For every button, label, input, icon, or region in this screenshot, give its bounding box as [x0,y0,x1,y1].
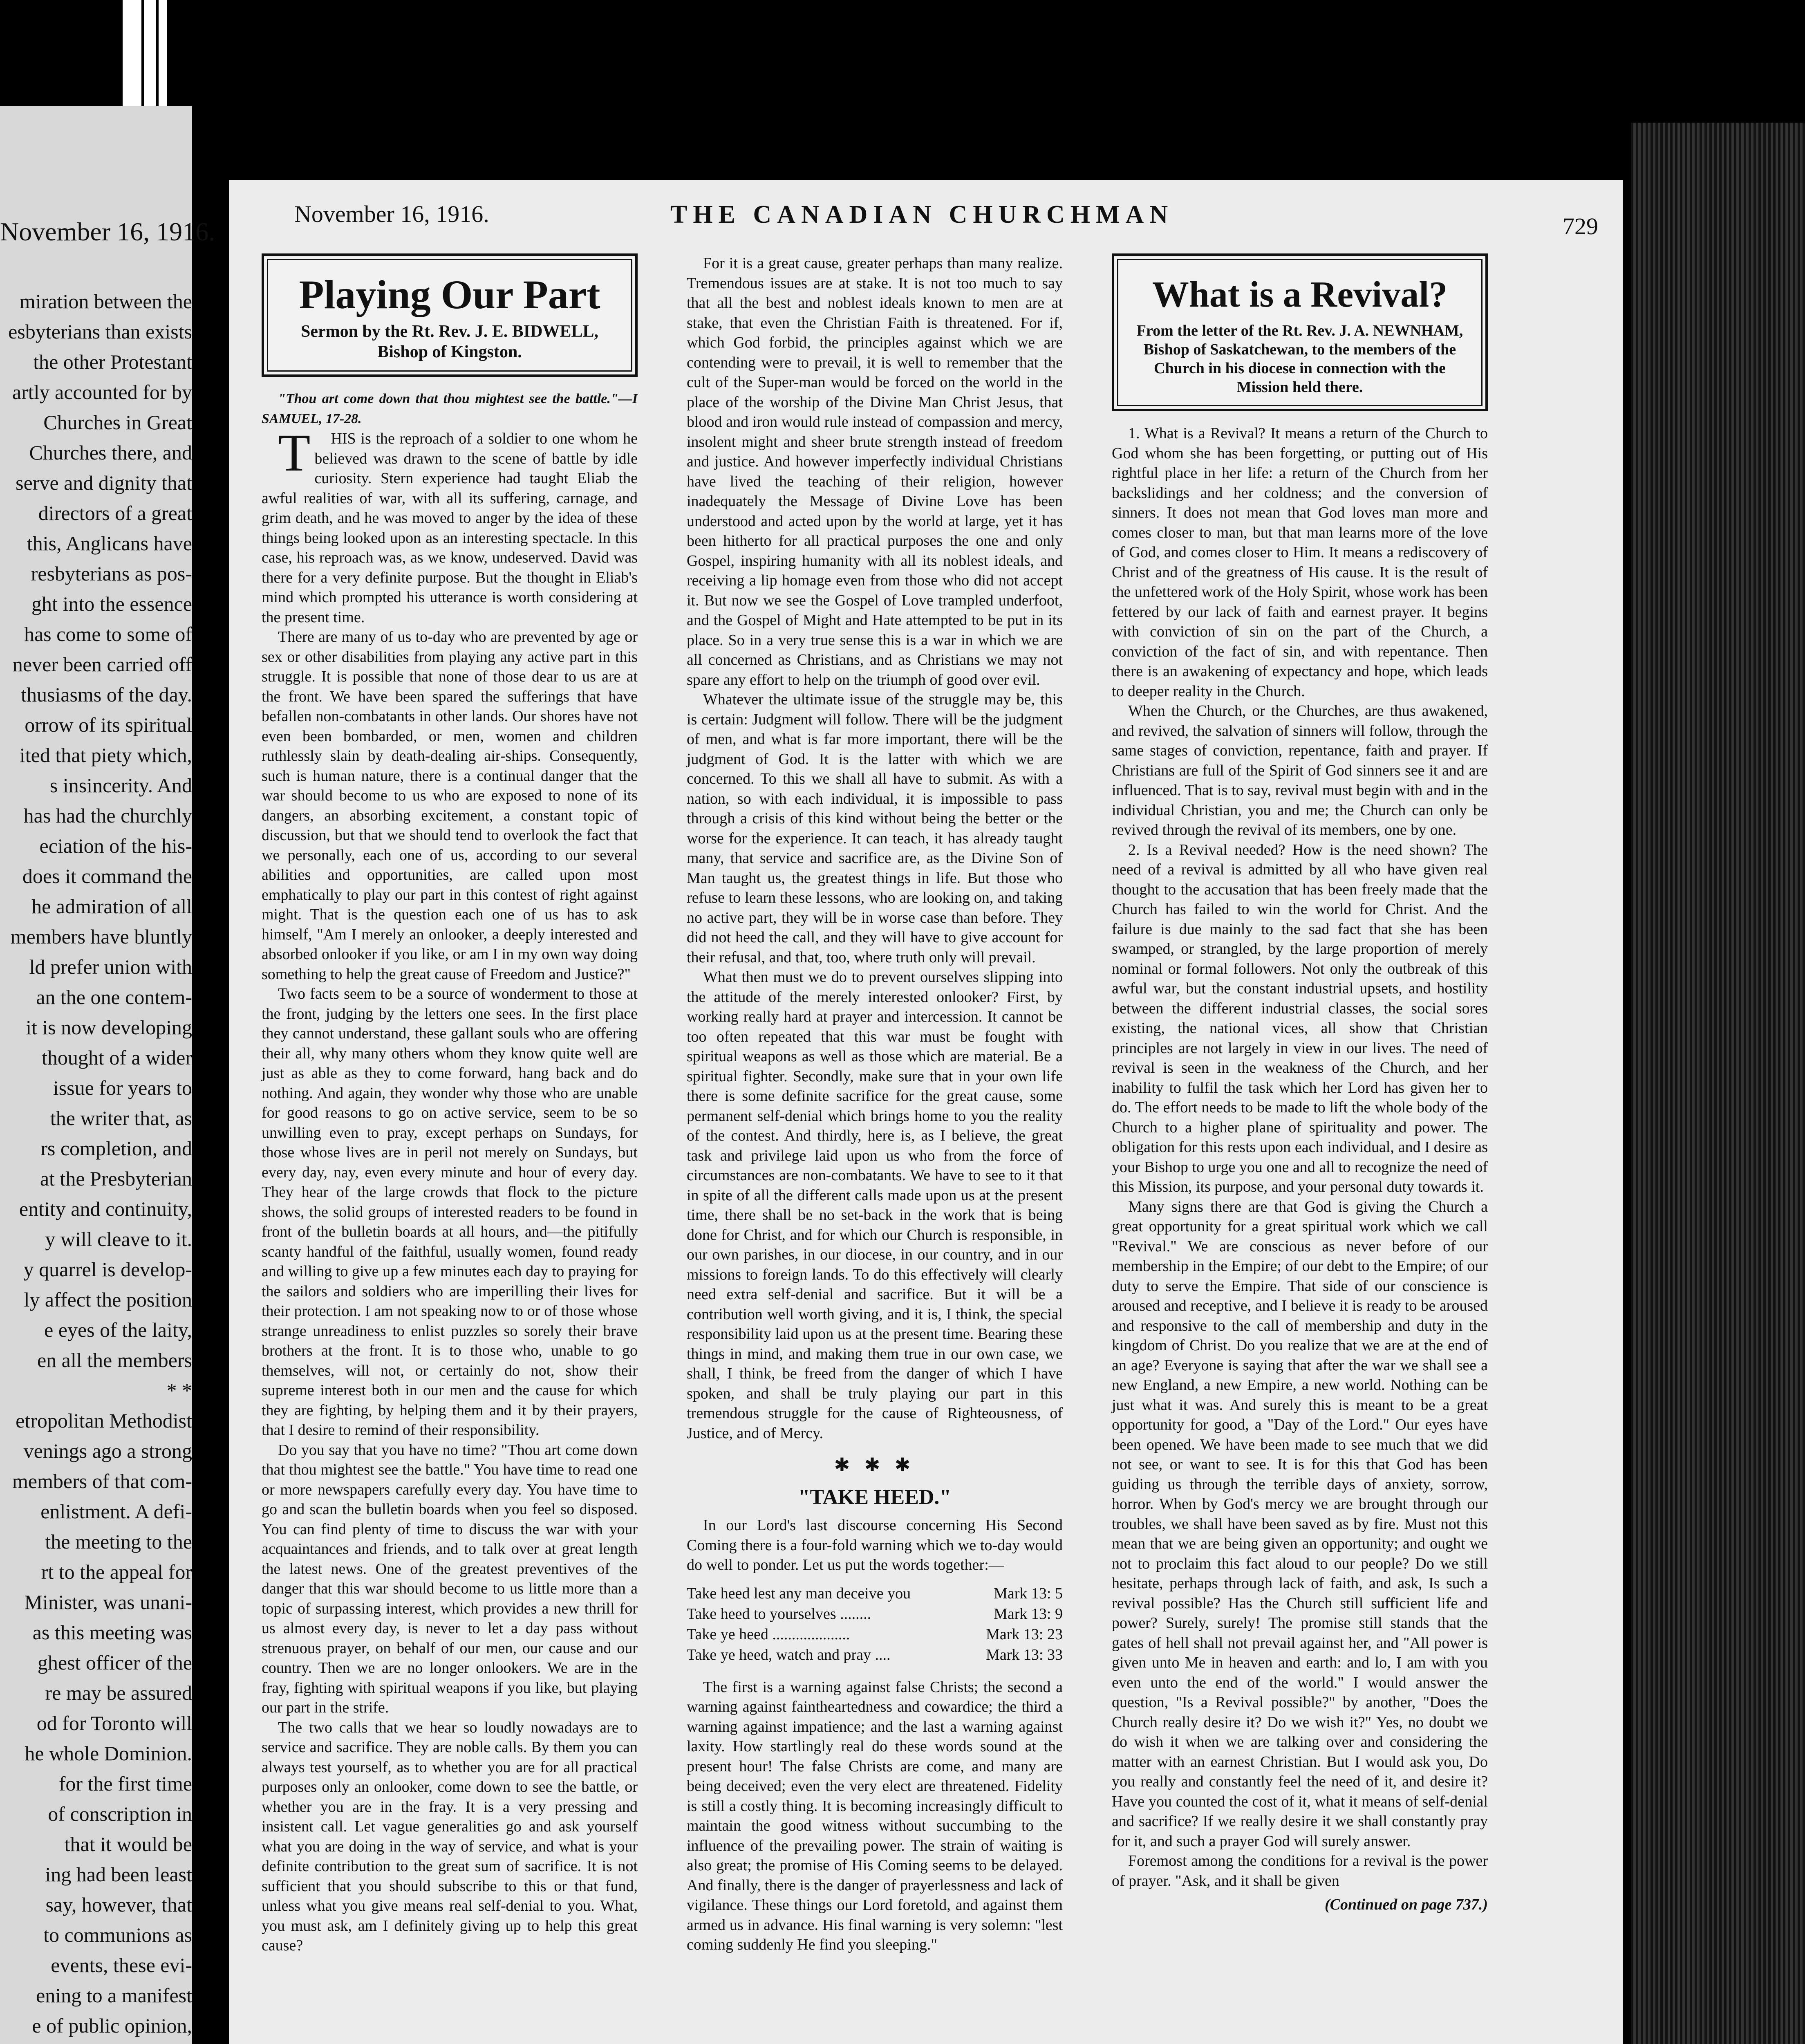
left-page-line: to communions as [43,1923,192,1946]
revival-title: What is a Revival? [1152,274,1448,315]
left-page-line: members of that com- [12,1470,192,1493]
left-page-line: that it would be [64,1833,192,1856]
continued-notice: (Continued on page 737.) [1324,1896,1488,1913]
scripture-reference [687,1624,1063,1645]
sermon-title-box [262,253,638,377]
reference-citation: Mark 13: 9 [994,1605,1063,1623]
left-page-line: has come to some of [24,623,192,645]
left-page-line: s insincerity. And [49,774,192,797]
paragraph: There are many of us to-day who are prevented by age or sex or other disabilities from playing any active part in this struggle. It is possible that none of those dear to us are at the front. We have been spared the sufferings that have befallen non-combatants in other lands. Our shores have not even been bombarded, or men, women and children ruthlessly slain by death-dealing air-ships. Consequently, such is human nature, there is a continual danger that the war should become to us who are exposed to none of its dangers, an absorbing excitement, a constant topic of discussion, but that we should tend to overlook the fact that we personally, each one of us, according to our several abilities and opportunities, are called upon most emphatically to play our part in this contest of right against might. That is the question each one of us has to ask himself, "Am I merely an onlooker, a deeply interested and absorbed onlooker if you like, or am I in my own way doing something to help the great cause of Freedom and Justice?" [262,628,638,983]
scripture-reference [687,1583,1063,1604]
sermon-byline: Sermon by the Rt. Rev. J. E. BIDWELL, [300,322,599,341]
revival-title-box [1112,253,1488,411]
reference-text: Take ye heed, watch and pray .... [687,1646,891,1663]
left-page-line: directors of a great [38,502,192,524]
masthead: THE CANADIAN CHURCHMAN [670,201,1174,229]
left-page-line: events, these evi- [51,1954,192,1977]
sermon-byline-2: Bishop of Kingston. [377,343,522,361]
left-page-line: the writer that, as [50,1107,192,1130]
left-page-line: ly affect the position [24,1288,192,1311]
paragraph: Do you say that you have no time? "Thou art come down that thou mightest see the battle." You have time to read one or more newspapers carefully every day. You have time to go and scan the bulletin boards when you feel so disposed. You can find plenty of time to discuss the war with your acquaintances and friends, and to talk over at great length the latest news. One of the greatest preventives of the danger that this war should become to us little more than a topic of surpassing interest, which provides a new thrill for us almost every day, is never to let a day pass without strenuous prayer, on behalf of our men, our cause and our country. Then we are no longer onlookers. We are in the fray, fighting with spiritual weapons if you like, but playing our part in the strife. [262,1441,638,1716]
left-page-line: issue for years to [53,1076,192,1099]
left-page-line: the meeting to the [45,1530,192,1553]
sermon-epigraph: "Thou art come down that thou mightest see the battle."—I SAMUEL, 17-28. [262,391,638,426]
left-page-line: of conscription in [48,1802,192,1825]
left-page-line: this, Anglicans have [27,532,192,555]
paragraph: What then must we do to prevent ourselves slipping into the attitude of the merely interested onlooker? First, by working really hard at prayer and intercession. It cannot be too often repeated that this war must be fought with spiritual weapons as well as those which are material. Be a spiritual fighter. Secondly, make sure that in your own life there is some definite sacrifice for the great cause, some permanent self-denial which brings home to you the reality of the contest. And thirdly, here is, as I believe, the great task and privilege laid upon us who from the force of circumstances are non-combatants. We have to see to it that in spite of all the different calls made upon us at the present time, there shall be no set-back in the work that is being done for Christ, and for which our Church is responsible, in our own parishes, in our diocese, in our country, and in our missions to foreign lands. To do this effectively will clearly need extra self-denial and sacrifice. But it will be a contribution well worth giving, and it is, I think, the special responsibility laid upon us at the present time. Bearing these things in mind, and making them true in our own case, we shall, I think, be freed from the danger of which I have spoken, and shall be truly playing our part in this tremendous struggle for the cause of Righteousness, of Justice, and of Mercy. [687,968,1063,1442]
left-page-line: * * [166,1379,192,1402]
paragraph: Foremost among the conditions for a revival is the power of prayer. "Ask, and it shall be given [1112,1852,1488,1889]
paragraph: Many signs there are that God is giving the Church a great opportunity for a great spiritual work which we call "Revival." We are conscious as never before of our membership in the Empire; of our debt to the Empire; of our duty to serve the Empire. That side of our conscience is aroused and receptive, and I believe it is ready to be aroused and responsive to the call of membership and duty in the kingdom of Christ. Do you realize that we are at the end of an age? Everyone is saying that after the war we shall see a new England, a new Empire, a new world. Nothing can be just what it was. And surely this is meant to be a great opportunity for good, a "Day of the Lord." Our eyes have been opened. We have been made to see much that we did not see, or want to see. It is for this that God has been guiding us through the terrible days of anxiety, sorrow, horror. When by God's mercy we are brought through our troubles, we shall have been saved as by fire. Must not this mean that we are being given an opportunity; and ought we not to proclaim this fact aloud to our people? Do we still hesitate, perhaps through lack of faith, and ask, Is such a revival possible? Has the Church still sufficient life and power? Surely, surely! The promise still stands that the gates of hell shall not prevail against her, and "All power is given unto Me in heaven and earth: and lo, I am with you even unto the end of the world." I would answer the question, "Is a Revival possible?" by another, "Does the Church really desire it? Do we wish it?" Yes, no doubt we do wish it when we are talking over and considering the matter with an earnest Christian. But I would ask you, Do you really and constantly feel the need of it, and desire it? Have you counted the cost of it, what it means of self-denial and sacrifice? If we really desire it we shall constantly pray for it, and such a prayer God will surely answer. [1112,1198,1488,1850]
left-page-line: y quarrel is develop- [23,1258,192,1281]
left-page-line [0,2041,192,2044]
left-page-line: Churches in Great [43,411,192,434]
revival-subtitle: From the letter of the Rt. Rev. J. A. NEWNHAM, Bishop of Saskatchewan, to the members of the Church in his diocese in connection with the Mission held there. [1136,322,1463,396]
paragraph: 2. Is a Revival needed? How is the need shown? The need of a revival is admitted by all who have given real thought to the accusation that has been freely made that the Church has failed to win the world for Christ. And the failure is due mainly to the sad fact that she has been swamped, or strangled, by the large proportion of merely nominal or formal followers. Not only the outbreak of this awful war, but the constant industrial upsets, and hostility between the different industrial classes, the social sores existing, the national vices, all show that Christian principles are not largely in view in our lives. The need of revival is seen in the weakness of the Church, and her inability to fulfil the task which her Lord has given her to do. The effort needs to be made to lift the whole body of the Church to a higher plane of spirituality and power. The obligation for this rests upon each individual, and I desire as your Bishop to urge you one and all to recognize the need of this Mission, its purpose, and your personal duty towards it. [1112,841,1488,1195]
paragraph: Two facts seem to be a source of wonderment to those at the front, judging by the letters one sees. In the first place they cannot understand, these gallant souls who are offering their all, why many others whom they know quite well are just as able as they to come forward, hang back and do nothing. And again, they wonder why those who are unable for good reasons to go on active service, seem to be so unwilling even to pray, except perhaps on Sundays, for those whose lives are in peril not merely on Sundays, but every day, nay, even every minute and hour of every day. They hear of the large crowds that flock to the picture shows, the solid groups of interested readers to be found in front of the bulletin boards at all hours, and—the pitifully scanty handful of the faithful, usually women, found ready and willing to give up a few minutes each day to praying for the sailors and soldiers who are imperilling their lives for their protection. I am not speaking now to or of those whose strange unreadiness to enlist puzzles so sorely their brave brothers at the front. It is to those who, unable to go themselves, will not, or certainly do not, show their supreme interest both in our men and the cause for which they are fighting, by helping them and it by their prayers, that I desire to remind of their responsibility. [262,985,638,1439]
left-page-line: artly accounted for by [12,381,192,403]
left-page-date: November 16, 1916. [0,217,215,246]
left-page-line: for the first time [58,1772,192,1795]
main-page [229,180,1623,2044]
reference-citation: Mark 13: 23 [986,1625,1063,1643]
column-3 [1112,253,1488,1915]
left-page-line: an the one contem- [36,986,192,1009]
left-page-line: he whole Dominion. [25,1742,192,1765]
column-2 [687,253,1063,1955]
column-1 [262,253,638,1956]
reference-citation: Mark 13: 33 [986,1646,1063,1663]
scripture-reference [687,1604,1063,1624]
left-page-line: y will cleave to it. [45,1228,192,1251]
paragraph: In our Lord's last discourse concerning His Second Coming there is a four-fold warning which we to-day would do well to ponder. Let us put the words together:— [687,1517,1063,1573]
left-page-line: eciation of the his- [39,834,192,857]
left-page-line: ghest officer of the [37,1651,192,1674]
left-page-line: miration between the [19,290,192,313]
scripture-reference-list [687,1583,1063,1665]
left-page-line: it is now developing [26,1016,192,1039]
left-page-line: does it command the [22,865,192,888]
paragraph: THIS is the reproach of a soldier to one whom he believed was drawn to the scene of battle by idle curiosity. Stern experience had taught Eliab the awful realities of war, with all its suffering, carnage, and grim death, and he was moved to anger by the idea of these things being looked upon as an interesting spectacle. In this case, his reproach was, as we know, undeserved. David was there for a very definite purpose. But the thought in Eliab's mind which prompted his utterance is worth considering at the present time. [262,424,638,626]
left-page-line: Churches there, and [29,441,192,464]
paragraph: The first is a warning against false Christs; the second a warning against faintheartedness and cowardice; the third a warning against impatience; and the last a warning against laxity. How startlingly real do these words sound at the present hour! The false Christs are come, and many are being deceived; even the very elect are threatened. Fidelity is still a costly thing. It is becoming increasingly difficult to maintain the good witness without succumbing to the influence of the prevailing power. The strain of waiting is also great; the promise of His Coming seems to be delayed. And finally, there is the danger of prayerlessness and lack of vigilance. These things our Lord foretold, and against them armed us in advance. His final warning is very solemn: "lest coming suddenly He find you sleeping." [687,1678,1063,1953]
reference-citation: Mark 13: 5 [994,1585,1063,1602]
left-page-text [0,286,192,2044]
scripture-reference [687,1645,1063,1665]
left-page-line: at the Presbyterian [40,1167,192,1190]
left-page-line: thusiasms of the day. [21,683,192,706]
left-page-line: re may be assured [45,1681,192,1704]
left-page-line: ght into the essence [31,592,192,615]
left-page-line: en all the members [37,1349,192,1372]
left-page-line: esbyterians than exists [8,320,192,343]
left-page-line: the other Protestant [33,350,192,373]
left-page-line: venings ago a strong [23,1439,192,1462]
left-page-line: never been carried off [12,653,192,676]
section-ornament: ✱ ✱ ✱ [834,1455,916,1475]
left-page-line: rs completion, and [40,1137,192,1160]
left-page-line: e of public opinion, [32,2014,192,2037]
page-header [294,200,1623,241]
left-page-line: as this meeting was [32,1621,192,1644]
header-date: November 16, 1916. [294,201,489,227]
paragraph: 1. What is a Revival? It means a return of the Church to God whom she has been forgetting, or putting out of His rightful place in her life: a return of the Church from her backslidings and her coldness; and the conversion of sinners. It does not mean that God loves man more and comes closer to man, but that man learns more of the love of God, and comes closer to Him. It means a rediscovery of Christ and of the greatness of His cause. It is the result of the unfettered work of the Holy Spirit, whose work has been fettered by our lack of faith and earnest prayer. It begins with conviction of sin on the part of the Church, a conviction of the fact of sin, and with repentance. Then there is an awakening of expectancy and hope, which leads to deeper reality in the Church. [1112,425,1488,700]
left-page-line: orrow of its spiritual [25,713,192,736]
left-page-line: resbyterians as pos- [31,562,192,585]
left-page-line: etropolitan Methodist [16,1409,192,1432]
left-facing-page [0,106,215,2044]
page-number: 729 [1563,213,1598,240]
reference-text: Take heed to yourselves ........ [687,1605,871,1623]
left-page-line: e eyes of the laity, [44,1318,192,1341]
left-page-line: has had the churchly [23,804,192,827]
left-page-line: say, however, that [45,1893,192,1916]
paragraph: When the Church, or the Churches, are thus awakened, and revived, the salvation of sinners will follow, through the same stages of conviction, repentance, faith and prayer. If Christians are full of the Spirit of God sinners see it and are influenced. That is to say, revival must begin with and in the individual Christian, you and me; the Church can only be revived through the revival of its members, one by one. [1112,702,1488,838]
left-page-line: ening to a manifest [36,1984,192,2007]
left-page-line: he admiration of all [31,895,192,918]
paragraph: Whatever the ultimate issue of the struggle may be, this is certain: Judgment will follow. There will be the judgment of men, and what is far more important, there will be the judgment of God. It is the latter with which we are concerned. To this we shall all have to submit. As with a nation, so with each individual, it is impossible to pass through a crisis of this kind without being the better or the worse for the experience. It can teach, it has already taught many, that service and sacrifice are, as the Divine Son of Man taught us, the greatest things in life. But those who refuse to learn these lessons, who are looking on, and taking no active part, they will be in worse case than before. They did not heed the call, and they will have to give account for their refusal, and that, too, where truth only will prevail. [687,691,1063,966]
take-heed-title: "TAKE HEED." [798,1485,952,1509]
left-page-line: enlistment. A defi- [40,1500,192,1523]
paragraph: For it is a great cause, greater perhaps than many realize. Tremendous issues are at stake. It is not too much to say that all the best and noblest ideals known to men are at stake, that even the Christian Faith is threatened. For if, which God forbid, the principles against which we are contending were to prevail, it is well to remember that the cult of the Super-man would be forced on the world in the place of the worship of the Divine Man Christ Jesus, that blood and iron would rule instead of compassion and mercy, insolent might and sheer brute strength instead of freedom and justice. And however imperfectly individual Christians have lived the teaching of their religion, however inadequately the Message of Divine Love has been understood and acted upon by the world at large, yet it has been hitherto for all practical purposes the one and only Gospel, inspiring humanity with all its noblest ideals, and receiving a lip homage even from those who did not accept it. But now we see the Gospel of Love trampled underfoot, and the Gospel of Might and Hate attempted to be put in its place. So in a very true sense this is a war in which we are all concerned as Christians, and as Christians we may not spare any effort to help on the triumph of good over evil. [687,255,1063,688]
left-page-line: thought of a wider [42,1046,192,1069]
left-page-line: ld prefer union with [29,955,192,978]
left-page-line: Minister, was unani- [24,1591,192,1614]
left-page-line: rt to the appeal for [41,1560,192,1583]
reference-text: Take ye heed .................... [687,1625,850,1643]
left-page-line: od for Toronto will [36,1712,192,1735]
sermon-title: Playing Our Part [299,272,600,317]
left-page-line: serve and dignity that [16,471,192,494]
left-page-line: entity and continuity, [19,1197,192,1220]
left-page-line: members have bluntly [10,925,192,948]
reference-text: Take heed lest any man deceive you [687,1585,911,1602]
left-page-line: ing had been least [45,1863,192,1886]
paragraph: The two calls that we hear so loudly nowadays are to service and sacrifice. They are noble calls. By them you can always test yourself, as to whether you are for all practical purposes only an onlooker, come down to see the battle, or whether you are in the fray. It is a very pressing and insistent call. Let vague generalities go and ask yourself what you are doing in the way of service, and what is your definite contribution to the great sum of sacrifice. It is not sufficient that you should subscribe to this or that fund, unless what you give means real self-denial to you. What, you must ask, am I definitely giving up to help this great cause? [262,1719,638,1954]
page-edges [1631,123,1805,2044]
left-page-line: ited that piety which, [19,744,192,766]
